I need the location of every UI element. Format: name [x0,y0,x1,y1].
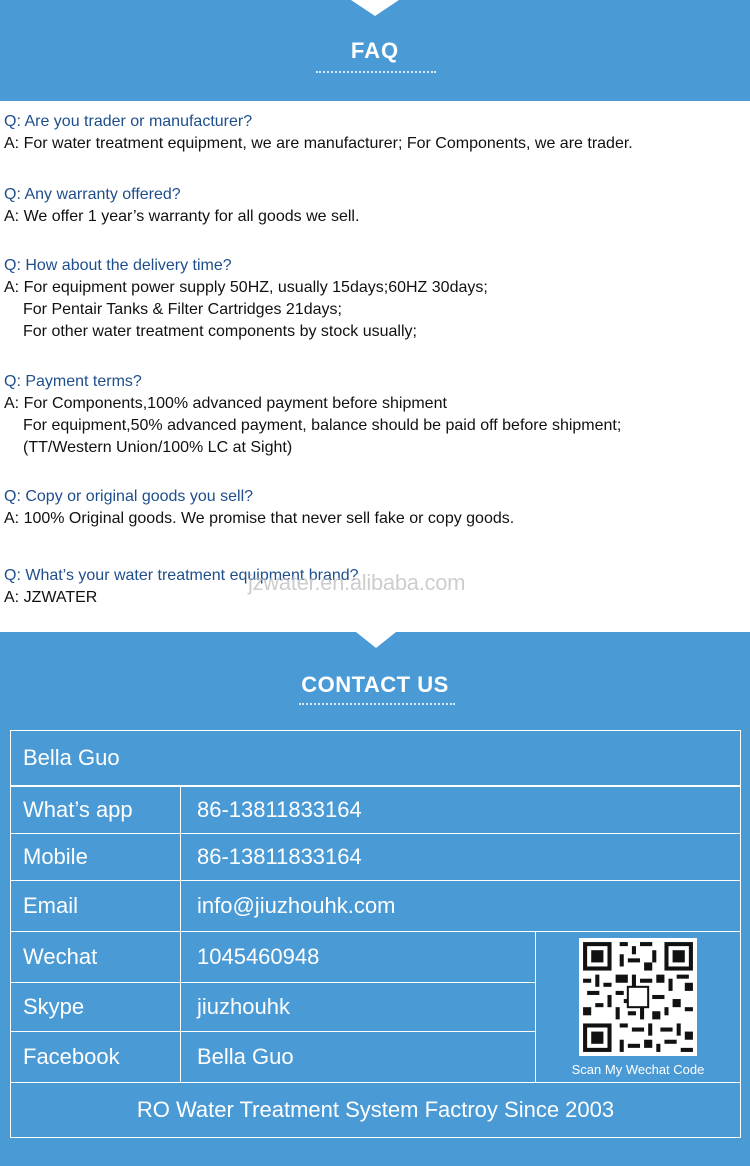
mobile-value[interactable]: 86-13811833164 [180,833,741,881]
whatsapp-value[interactable]: 86-13811833164 [180,786,741,834]
qr-code-cell [535,931,741,1083]
faq-item [4,111,633,155]
faq-answer: For other water treatment components by stock usually; [23,323,417,340]
faq-answer: A: For Components,100% advanced payment before shipment [4,395,447,412]
faq-answer: A: We offer 1 year’s warranty for all goods we sell. [4,208,360,225]
wechat-label: Wechat [10,931,181,983]
email-value[interactable]: info@jiuzhouhk.com [180,880,741,932]
faq-answer: For Pentair Tanks & Filter Cartridges 21days; [23,301,342,318]
contact-title: CONTACT US [301,672,449,697]
faq-header [0,0,750,101]
faq-question: Q: Payment terms? [4,373,142,390]
faq-question: Q: What’s your water treatment equipment brand? [4,567,359,584]
faq-question: Q: Copy or original goods you sell? [4,488,254,505]
faq-answer: A: 100% Original goods. We promise that never sell fake or copy goods. [4,510,515,527]
faq-answer: For equipment,50% advanced payment, balance should be paid off before shipment; [23,417,622,434]
whatsapp-label: What’s app [10,786,181,834]
notch-decoration [351,0,399,16]
title-underline [316,71,436,73]
qr-caption: Scan My Wechat Code [571,1061,705,1077]
contact-table [10,730,741,1162]
faq-title: FAQ [350,38,400,63]
email-label: Email [10,880,181,932]
skype-label: Skype [10,982,181,1032]
contact-section [0,632,750,1166]
mobile-label: Mobile [10,833,181,881]
footer-tagline: RO Water Treatment System Factroy Since 2003 [10,1082,741,1138]
skype-value[interactable]: jiuzhouhk [180,982,536,1032]
faq-answer: A: For water treatment equipment, we are manufacturer; For Components, we are trader. [4,135,633,152]
faq-answer: A: For equipment power supply 50HZ, usually 15days;60HZ 30days; [4,279,488,296]
faq-question: Q: Are you trader or manufacturer? [4,113,253,130]
faq-item [4,255,488,343]
faq-item [4,184,359,228]
faq-list [0,101,750,632]
faq-question: Q: How about the delivery time? [4,257,232,274]
faq-item [4,486,514,530]
faq-answer: (TT/Western Union/100% LC at Sight) [23,439,293,456]
qr-code-icon [579,938,697,1056]
faq-item [4,371,621,459]
facebook-value[interactable]: Bella Guo [180,1031,536,1083]
faq-question: Q: Any warranty offered? [4,186,181,203]
faq-answer: A: JZWATER [4,589,98,606]
contact-name: Bella Guo [10,730,741,786]
facebook-label: Facebook [10,1031,181,1083]
wechat-value[interactable]: 1045460948 [180,931,536,983]
title-underline [299,703,455,705]
watermark: jzwater.en.alibaba.com [248,570,466,595]
notch-decoration [356,632,396,648]
